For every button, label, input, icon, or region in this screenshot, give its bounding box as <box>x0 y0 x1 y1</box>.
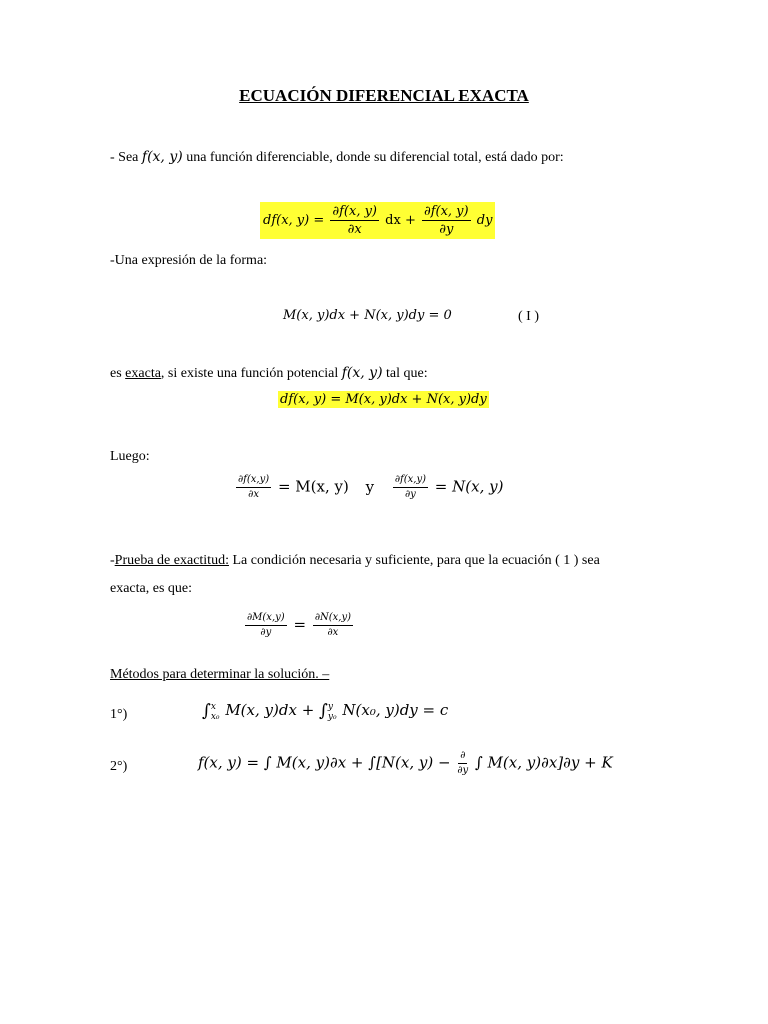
method-1-label: 1°) <box>110 707 128 722</box>
equation-tag: ( I ) <box>518 309 539 324</box>
method-2-part1: f(x, y) = ∫ M(x, y)∂x + ∫[N(x, y) − <box>198 753 451 772</box>
fraction-numerator: ∂f(x, y) <box>423 204 469 219</box>
partial-fy-fraction <box>393 474 428 501</box>
upper-limit: x <box>210 702 216 712</box>
exact-definition-line <box>110 364 428 383</box>
exact-middle: , si existe una función potencial <box>160 366 339 381</box>
exactness-test-line <box>110 552 600 570</box>
equation-potential: df(x, y) = M(x, y)dx + N(x, y)dy <box>280 392 487 407</box>
fraction-numerator: ∂f(x,y) <box>236 474 271 488</box>
luego-label: Luego: <box>110 449 150 464</box>
equation-partials <box>234 474 503 501</box>
lower-limit: x₀ <box>210 712 220 722</box>
fraction-denominator: ∂y <box>405 489 416 500</box>
partial-conjunction: y <box>365 477 375 496</box>
integral-limits <box>328 702 337 722</box>
equation-exactness-test <box>243 612 355 639</box>
eq-total-dy: dy <box>476 213 493 228</box>
equation-form: M(x, y)dx + N(x, y)dy = 0 <box>283 308 452 323</box>
integral-limits <box>211 702 220 722</box>
exact-suffix: tal que: <box>386 366 428 381</box>
partial-eq-m: = M(x, y) <box>277 477 349 496</box>
fraction-denominator: ∂x <box>248 489 259 500</box>
methods-heading: Métodos para determinar la solución. – <box>110 667 330 682</box>
fraction-denominator: ∂y <box>457 765 469 776</box>
fraction-numerator: ∂ <box>458 750 467 764</box>
fraction-numerator: ∂f(x, y) <box>332 204 378 219</box>
exactness-text: La condición necesaria y suficiente, para que la ecuación ( 1 ) sea <box>228 553 600 568</box>
eq-total-lhs: df(x, y) = <box>263 213 325 228</box>
fraction-denominator: ∂x <box>347 222 362 237</box>
fraction-numerator: ∂N(x,y) <box>313 612 353 626</box>
eq-total-fraction-x <box>330 204 379 237</box>
test-dm-fraction <box>245 612 287 639</box>
exact-function: f(x, y) <box>341 365 383 381</box>
fraction-denominator: ∂y <box>260 627 272 638</box>
expression-intro: -Una expresión de la forma: <box>110 253 268 268</box>
equation-total-differential <box>260 202 495 239</box>
fraction-numerator: ∂f(x,y) <box>393 474 428 488</box>
intro-prefix: - Sea <box>110 150 139 165</box>
fraction-denominator: ∂y <box>439 222 454 237</box>
eq-total-dx: dx + <box>385 213 416 228</box>
method-1-part1: M(x, y)dx + <box>225 701 315 719</box>
method-2-part2: ∫ M(x, y)∂x]∂y + K <box>474 753 613 772</box>
exactness-label: Prueba de exactitud: <box>114 553 229 568</box>
method-2-equation <box>198 750 613 777</box>
eq-total-fraction-y <box>422 204 471 237</box>
method-1-equation <box>202 700 448 721</box>
upper-limit: y <box>327 702 333 712</box>
test-equals: = <box>293 615 307 634</box>
integral-sign: ∫ <box>319 701 328 721</box>
integral-sign: ∫ <box>202 701 211 721</box>
intro-suffix: una función diferenciable, donde su diferencial total, está dado por: <box>186 150 564 165</box>
partial-fx-fraction <box>236 474 271 501</box>
intro-line <box>110 148 564 167</box>
method-2-label: 2°) <box>110 759 128 774</box>
lower-limit: y₀ <box>327 712 337 722</box>
exact-word: exacta <box>125 366 161 381</box>
intro-function: f(x, y) <box>141 149 183 165</box>
fraction-numerator: ∂M(x,y) <box>245 612 287 626</box>
exact-prefix: es <box>110 366 122 381</box>
page-title: ECUACIÓN DIFERENCIAL EXACTA <box>239 86 529 105</box>
method-1-part2: N(x₀, y)dy = c <box>342 701 449 719</box>
method-2-derivative <box>457 750 468 777</box>
exactness-dash: - <box>110 553 115 568</box>
fraction-denominator: ∂x <box>327 627 339 638</box>
exactness-continuation: exacta, es que: <box>110 581 193 596</box>
partial-eq-n: = N(x, y) <box>434 477 504 496</box>
test-dn-fraction <box>313 612 353 639</box>
